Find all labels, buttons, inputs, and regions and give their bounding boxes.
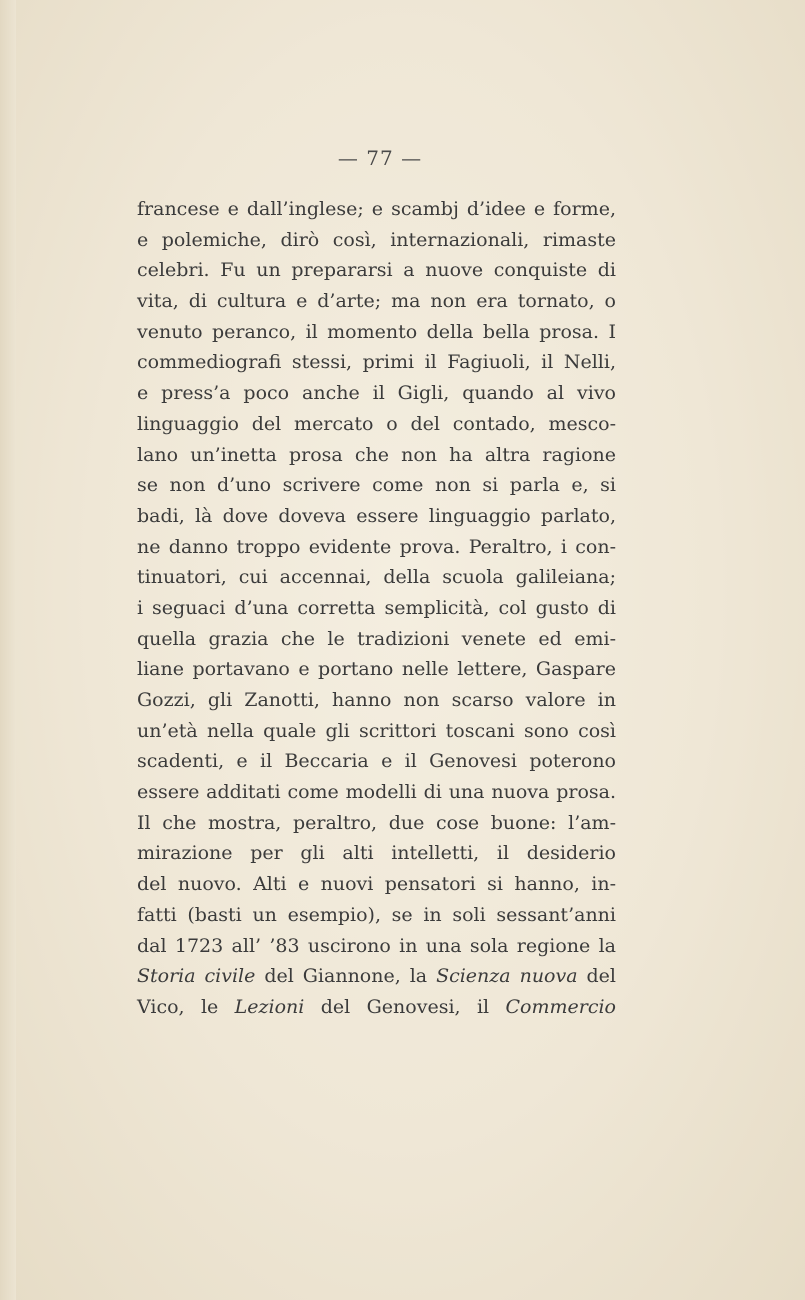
text-line: Gozzi, gli Zanotti, hanno non scarso valore in	[137, 689, 616, 711]
italic-title: Scienza nuova	[436, 965, 578, 988]
text-line: commediografi stessi, primi il Fagiuoli, il Nelli,	[137, 351, 616, 374]
italic-title: Lezioni	[234, 995, 305, 1018]
text-line: fatti (basti un esempio), se in soli sessant’anni	[137, 903, 616, 926]
text-line: e polemiche, dirò così, internazionali, rimaste	[137, 228, 616, 251]
text-line: celebri. Fu un prepararsi a nuove conquiste di	[137, 259, 616, 282]
text-line: ne danno troppo evidente prova. Peraltro, i con-	[137, 535, 616, 558]
text-line: i seguaci d’una corretta semplicità, col gusto di	[137, 596, 616, 619]
text-line-mixed	[137, 992, 616, 1023]
text-line: dal 1723 all’ ’83 uscirono in una sola regione la	[137, 934, 616, 957]
text-fragment: Vico, le	[137, 995, 235, 1018]
text-line: scadenti, e il Beccaria e il Genovesi poterono	[137, 750, 616, 773]
text-line: e press’a poco anche il Gigli, quando al vivo	[137, 382, 616, 405]
text-line: lano un’inetta prosa che non ha altra ragione	[137, 443, 616, 466]
text-line: se non d’uno scrivere come non si parla e, si	[137, 474, 616, 497]
page-number: — 77 —	[337, 146, 423, 170]
text-line: un’età nella quale gli scrittori toscani sono così	[137, 719, 616, 742]
text-line: liane portavano e portano nelle lettere, Gaspare	[137, 658, 616, 681]
text-line: tinuatori, cui accennai, della scuola galileiana;	[137, 566, 616, 589]
italic-title: Storia civile	[137, 965, 256, 988]
text-line: essere additati come modelli di una nuova prosa.	[137, 781, 616, 804]
text-line: badi, là dove doveva essere linguaggio parlato,	[137, 504, 616, 527]
text-line: mirazione per gli alti intelletti, il desiderio	[137, 842, 616, 865]
text-line: linguaggio del mercato o del contado, mesco-	[137, 412, 616, 435]
body-text	[137, 194, 616, 1023]
text-fragment: del Genovesi, il	[304, 995, 506, 1018]
text-line: del nuovo. Alti e nuovi pensatori si hanno, in-	[137, 873, 616, 896]
text-line-mixed	[137, 961, 616, 992]
text-line: francese e dall’inglese; e scambj d’idee e forme,	[137, 198, 616, 220]
text-line: vita, di cultura e d’arte; ma non era tornato, o	[137, 290, 616, 313]
page-edge	[0, 0, 16, 1300]
text-line: quella grazia che le tradizioni venete ed emi-	[137, 627, 616, 650]
italic-title: Commercio	[505, 995, 616, 1018]
text-line: Il che mostra, peraltro, due cose buone: l’am-	[137, 811, 616, 834]
text-fragment: del	[577, 965, 616, 988]
text-fragment: del Giannone, la	[255, 965, 437, 988]
text-line: venuto peranco, il momento della bella prosa. I	[137, 320, 616, 343]
